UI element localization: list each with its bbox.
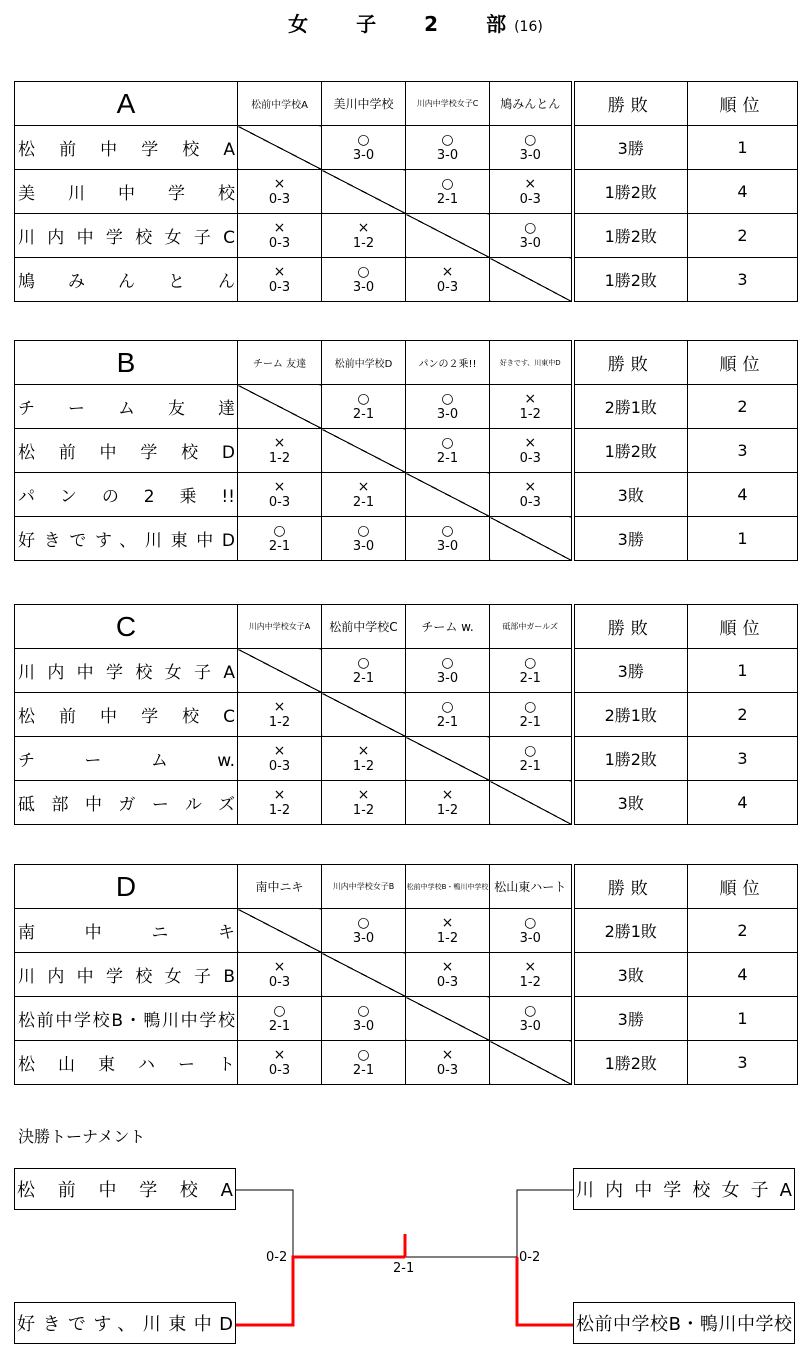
title-char: 部 [486, 12, 507, 36]
match-score: 2-1 [352, 494, 375, 510]
loss-mark-icon: × [273, 786, 286, 803]
loss-mark-icon: × [441, 958, 454, 975]
result-cell: 3敗 [573, 781, 688, 825]
win-mark-icon: ○ [357, 654, 370, 671]
match-score: 0-3 [519, 191, 541, 207]
column-header-team: 松前中学校C [322, 605, 406, 649]
match-score: 0-3 [519, 494, 541, 510]
row-team-name: チーム友達 [15, 385, 238, 429]
result-cell: 1勝2敗 [573, 214, 688, 258]
rank-cell: 2 [688, 909, 798, 953]
rank-cell: 1 [688, 997, 798, 1041]
match-score: 2-1 [352, 1062, 375, 1078]
title-note: (16) [514, 19, 543, 35]
rank-cell: 3 [688, 258, 798, 302]
rank-cell: 1 [688, 517, 798, 561]
column-header-team: チーム w. [406, 605, 490, 649]
column-header-team: 川内中学校女子C [406, 82, 490, 126]
match-score: 1-2 [352, 802, 375, 818]
group-letter: C [15, 605, 238, 649]
match-score: 0-3 [268, 974, 291, 990]
result-cell: 2勝1敗 [573, 909, 688, 953]
row-team-name: 松前中学校A [15, 126, 238, 170]
score-right-semifinal: 0-2 [519, 1250, 541, 1265]
match-score: 3-0 [352, 279, 375, 295]
win-mark-icon: ○ [441, 390, 454, 407]
loss-mark-icon: × [524, 434, 537, 451]
column-header-team: 松前中学校B・鴨川中学校 [406, 865, 490, 909]
loss-mark-icon: × [273, 958, 286, 975]
rank-cell: 3 [688, 737, 798, 781]
match-score: 2-1 [519, 670, 541, 686]
match-score: 1-2 [268, 450, 291, 466]
loss-mark-icon: × [357, 478, 370, 495]
team-name: 好きです、川東中D [17, 1314, 233, 1335]
result-cell: 3勝 [573, 126, 688, 170]
match-score: 1-2 [268, 802, 291, 818]
result-cell: 2勝1敗 [573, 385, 688, 429]
team-name: 松前中学校B・鴨川中学校 [576, 1314, 792, 1335]
loss-mark-icon: × [357, 786, 370, 803]
rank-cell: 4 [688, 953, 798, 997]
win-mark-icon: ○ [524, 1002, 537, 1019]
win-mark-icon: ○ [524, 219, 537, 236]
match-score: 0-3 [268, 279, 291, 295]
win-mark-icon: ○ [357, 263, 370, 280]
match-score: 2-1 [268, 1018, 291, 1034]
rank-cell: 4 [688, 170, 798, 214]
win-mark-icon: ○ [357, 1002, 370, 1019]
score-left-semifinal: 0-2 [266, 1250, 288, 1265]
match-score: 3-0 [436, 406, 459, 422]
row-team-name: 美川中学校 [15, 170, 238, 214]
result-cell: 1勝2敗 [573, 1041, 688, 1085]
match-score: 3-0 [352, 1018, 375, 1034]
title-char: 2 [424, 12, 439, 36]
row-team-name: 川内中学校女子C [15, 214, 238, 258]
column-header-team: 美川中学校 [322, 82, 406, 126]
match-score: 0-3 [268, 494, 291, 510]
row-team-name: 松前中学校B・鴨川中学校 [15, 997, 238, 1041]
win-mark-icon: ○ [441, 131, 454, 148]
team-name: 川内中学校女子A [576, 1180, 792, 1201]
row-team-name: チームw. [15, 737, 238, 781]
loss-mark-icon: × [524, 390, 537, 407]
row-team-name: 南中ニキ [15, 909, 238, 953]
match-score: 3-0 [352, 538, 375, 554]
result-cell: 3勝 [573, 997, 688, 1041]
column-header-rank: 順位 [688, 341, 798, 385]
loss-mark-icon: × [524, 958, 537, 975]
match-score: 0-3 [519, 450, 541, 466]
loss-mark-icon: × [273, 698, 286, 715]
match-score: 2-1 [352, 670, 375, 686]
rank-cell: 3 [688, 1041, 798, 1085]
match-score: 0-3 [268, 1062, 291, 1078]
tournament-label: 決勝トーナメント [18, 1127, 146, 1146]
win-mark-icon: ○ [273, 522, 286, 539]
match-score: 3-0 [519, 930, 541, 946]
column-header-team: 砥部中ガールズ [490, 605, 573, 649]
loss-mark-icon: × [273, 478, 286, 495]
column-header-rank: 順位 [688, 605, 798, 649]
match-score: 3-0 [519, 1018, 541, 1034]
column-header-team: 鳩みんとん [490, 82, 573, 126]
column-header-team: 川内中学校女子B [322, 865, 406, 909]
match-score: 3-0 [436, 538, 459, 554]
win-mark-icon: ○ [357, 390, 370, 407]
match-score: 3-0 [436, 147, 459, 163]
win-mark-icon: ○ [357, 522, 370, 539]
bracket-winner-lines [236, 1234, 573, 1325]
loss-mark-icon: × [273, 175, 286, 192]
loss-mark-icon: × [273, 263, 286, 280]
match-score: 0-3 [268, 235, 291, 251]
rank-cell: 4 [688, 473, 798, 517]
match-score: 1-2 [352, 758, 375, 774]
win-mark-icon: ○ [441, 654, 454, 671]
win-mark-icon: ○ [524, 131, 537, 148]
result-cell: 1勝2敗 [573, 429, 688, 473]
column-header-team: 好きです、川東中D [490, 341, 573, 385]
win-mark-icon: ○ [524, 698, 537, 715]
group-letter: A [15, 82, 238, 126]
rank-cell: 2 [688, 693, 798, 737]
column-header-result: 勝敗 [573, 605, 688, 649]
rank-cell: 3 [688, 429, 798, 473]
match-score: 2-1 [519, 758, 541, 774]
loss-mark-icon: × [441, 1046, 454, 1063]
title-char: 女 [288, 12, 309, 36]
match-score: 1-2 [436, 802, 459, 818]
column-header-team: 松前中学校A [238, 82, 322, 126]
match-score: 3-0 [436, 670, 459, 686]
rank-cell: 1 [688, 126, 798, 170]
match-score: 1-2 [268, 714, 291, 730]
win-mark-icon: ○ [441, 698, 454, 715]
match-score: 1-2 [436, 930, 459, 946]
win-mark-icon: ○ [524, 742, 537, 759]
column-header-team: 松山東ハート [490, 865, 573, 909]
row-team-name: 松前中学校D [15, 429, 238, 473]
row-team-name: 鳩みんとん [15, 258, 238, 302]
result-cell: 1勝2敗 [573, 258, 688, 302]
row-team-name: 砥部中ガールズ [15, 781, 238, 825]
match-score: 2-1 [352, 406, 375, 422]
rank-cell: 4 [688, 781, 798, 825]
match-score: 0-3 [268, 758, 291, 774]
loss-mark-icon: × [524, 478, 537, 495]
match-score: 2-1 [519, 714, 541, 730]
column-header-team: パンの２乗!! [406, 341, 490, 385]
win-mark-icon: ○ [357, 131, 370, 148]
match-score: 0-3 [436, 974, 459, 990]
group-letter: D [15, 865, 238, 909]
match-score: 0-3 [436, 279, 459, 295]
loss-mark-icon: × [273, 434, 286, 451]
match-score: 2-1 [436, 450, 459, 466]
match-score: 2-1 [436, 191, 459, 207]
row-team-name: 川内中学校女子A [15, 649, 238, 693]
loss-mark-icon: × [441, 263, 454, 280]
row-team-name: 川内中学校女子B [15, 953, 238, 997]
loss-mark-icon: × [273, 219, 286, 236]
row-team-name: 好きです、川東中D [15, 517, 238, 561]
group-letter: B [15, 341, 238, 385]
win-mark-icon: ○ [524, 654, 537, 671]
match-score: 2-1 [436, 714, 459, 730]
bracket-winner-left [236, 1257, 405, 1325]
win-mark-icon: ○ [441, 434, 454, 451]
loss-mark-icon: × [441, 914, 454, 931]
column-header-team: 南中ニキ [238, 865, 322, 909]
rank-cell: 2 [688, 385, 798, 429]
bracket-winner-right [517, 1257, 573, 1325]
row-team-name: パンの2乗!! [15, 473, 238, 517]
rank-cell: 1 [688, 649, 798, 693]
loss-mark-icon: × [273, 1046, 286, 1063]
match-score: 3-0 [519, 147, 541, 163]
win-mark-icon: ○ [441, 175, 454, 192]
win-mark-icon: ○ [441, 522, 454, 539]
match-score: 1-2 [519, 406, 541, 422]
loss-mark-icon: × [357, 742, 370, 759]
column-header-result: 勝敗 [573, 865, 688, 909]
win-mark-icon: ○ [357, 1046, 370, 1063]
match-score: 0-3 [436, 1062, 459, 1078]
match-score: 1-2 [352, 235, 375, 251]
match-score: 1-2 [519, 974, 541, 990]
column-header-team: 松前中学校D [322, 341, 406, 385]
result-cell: 3敗 [573, 473, 688, 517]
column-header-team: 川内中学校女子A [238, 605, 322, 649]
match-score: 3-0 [519, 235, 541, 251]
team-name: 松前中学校A [17, 1180, 233, 1201]
title-char: 子 [356, 12, 377, 36]
loss-mark-icon: × [524, 175, 537, 192]
match-score: 3-0 [352, 930, 375, 946]
win-mark-icon: ○ [357, 914, 370, 931]
result-cell: 1勝2敗 [573, 737, 688, 781]
loss-mark-icon: × [273, 742, 286, 759]
column-header-rank: 順位 [688, 82, 798, 126]
match-score: 3-0 [352, 147, 375, 163]
row-team-name: 松山東ハート [15, 1041, 238, 1085]
rank-cell: 2 [688, 214, 798, 258]
match-score: 0-3 [268, 191, 291, 207]
column-header-team: チーム 友達 [238, 341, 322, 385]
result-cell: 2勝1敗 [573, 693, 688, 737]
result-cell: 3勝 [573, 517, 688, 561]
row-team-name: 松前中学校C [15, 693, 238, 737]
score-final: 2-1 [393, 1261, 415, 1276]
match-score: 2-1 [268, 538, 291, 554]
result-cell: 3勝 [573, 649, 688, 693]
column-header-result: 勝敗 [573, 341, 688, 385]
loss-mark-icon: × [441, 786, 454, 803]
win-mark-icon: ○ [524, 914, 537, 931]
column-header-result: 勝敗 [573, 82, 688, 126]
bracket-line-left-top [236, 1190, 293, 1257]
win-mark-icon: ○ [273, 1002, 286, 1019]
loss-mark-icon: × [357, 219, 370, 236]
result-cell: 3敗 [573, 953, 688, 997]
result-cell: 1勝2敗 [573, 170, 688, 214]
column-header-rank: 順位 [688, 865, 798, 909]
bracket-line-right-top [517, 1190, 573, 1257]
